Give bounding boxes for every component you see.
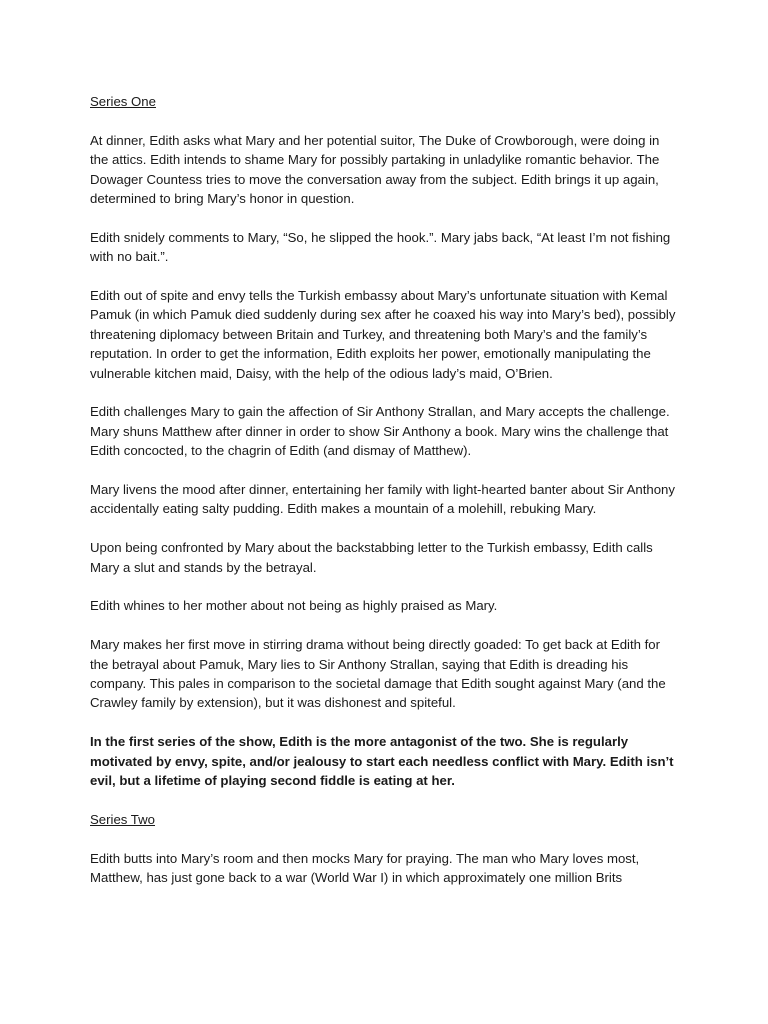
paragraph: Edith whines to her mother about not being as highly praised as Mary. xyxy=(90,598,498,614)
paragraph: Upon being confronted by Mary about the backstabbing letter to the Turkish embassy, Edith calls Mary a slut and stands by the betrayal. xyxy=(90,540,653,575)
section-heading-series-one: Series One xyxy=(90,94,156,109)
paragraph: Edith butts into Mary’s room and then mocks Mary for praying. The man who Mary loves most, Matthew, has just gone back to a war (World War I) in which approximately one million Brits xyxy=(90,850,640,886)
document-body xyxy=(90,92,680,887)
paragraph: At dinner, Edith asks what Mary and her potential suitor, The Duke of Crowborough, were doing in the attics. Edith intends to shame Mary for possibly partaking in unladylike romantic behavior. The Dowager Countess tries to move the conversation away from the subject. Edith brings it up again, determined to bring Mary’s honor in question. xyxy=(90,132,660,207)
paragraph: Edith snidely comments to Mary, “So, he slipped the hook.”. Mary jabs back, “At least I’m not fishing with no bait.”. xyxy=(90,229,671,265)
paragraph: Mary livens the mood after dinner, entertaining her family with light-hearted banter about Sir Anthony accidentally eating salty pudding. Edith makes a mountain of a molehill, rebuking Mary. xyxy=(90,482,675,517)
paragraph: Edith out of spite and envy tells the Turkish embassy about Mary’s unfortunate situation with Kemal Pamuk (in which Pamuk died suddenly during sex after he coaxed his way into Mary’s bed), possibly threatening diplomacy between Britain and Turkey, and threatening both Mary’s and the family’s reputation. In order to get the information, Edith exploits her power, emotionally manipulating the vulnerable kitchen maid, Daisy, with the help of the odious lady’s maid, O’Brien. xyxy=(90,288,676,381)
paragraph: Edith challenges Mary to gain the affection of Sir Anthony Strallan, and Mary accepts the challenge. Mary shuns Matthew after dinner in order to show Sir Anthony a book. Mary wins the challenge that Edith concocted, to the chagrin of Edith (and dismay of Matthew). xyxy=(90,404,670,459)
section-heading-series-two: Series Two xyxy=(90,811,155,827)
series-one-summary: In the first series of the show, Edith is the more antagonist of the two. She is regularly motivated by envy, spite, and/or jealousy to start each needless conflict with Mary. Edith isn’t evil, but a lifetime of playing second fiddle is eating at her. xyxy=(90,734,674,789)
paragraph: Mary makes her first move in stirring drama without being directly goaded: To get back at Edith for the betrayal about Pamuk, Mary lies to Sir Anthony Strallan, saying that Edith is dreading his company. This pales in comparison to the societal damage that Edith sought against Mary (and the Crawley family by extension), but it was dishonest and spiteful. xyxy=(90,637,666,711)
